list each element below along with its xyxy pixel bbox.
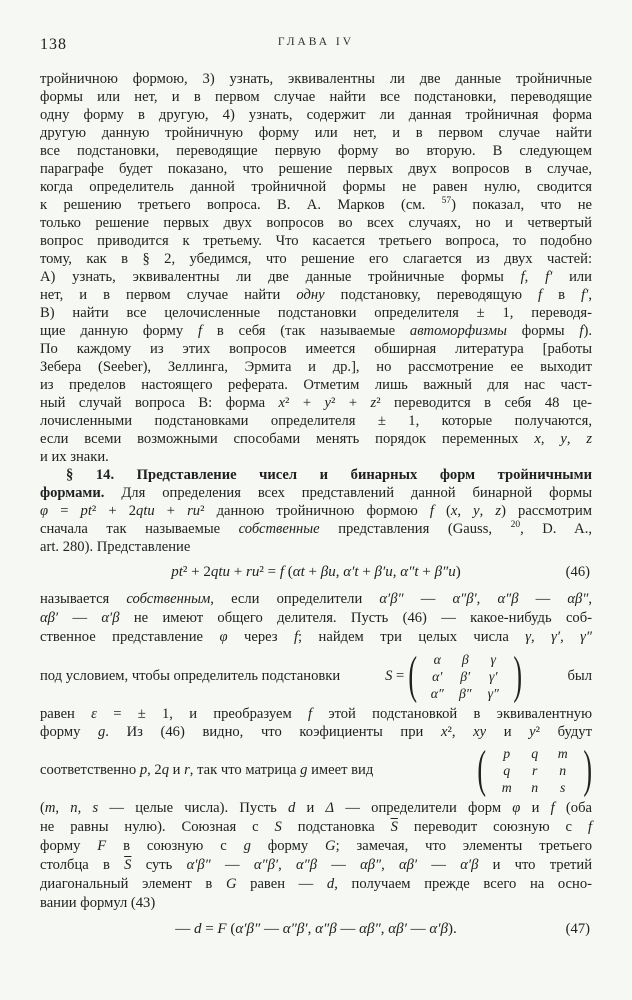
text-line: А) узнать, эквивалентны ли две данные тройничные формы f, f′ или — [40, 269, 592, 285]
matrix-cell: n — [559, 762, 567, 778]
text-line: вании формул (43) — [40, 895, 156, 911]
text-line: щие данную форму f в себя (так называемые автоморфизмы формы f). — [40, 323, 592, 339]
matrix-cell: q — [503, 762, 511, 778]
matrix-cell: α′ — [432, 668, 443, 684]
text-line: (m, n, s — целые числа). Пусть d и Δ — определители форм φ и f (оба — [40, 800, 592, 816]
matrix-rows — [487, 745, 583, 796]
text-line: формами. Для определения всех представлений данной бинарной формы — [40, 485, 592, 501]
text-line: и их знаки. — [40, 449, 109, 465]
text-line: Зебера (Seeber), Зеллинга, Эрмита и др.], но рассмотрение ее выходит — [40, 359, 592, 375]
text-line: другую данную тройничную форму или нет, и в первом случае найти — [40, 125, 592, 141]
right-paren: ) — [513, 647, 523, 704]
text-line: вопрос приводится к третьему. Что касается третьего вопроса, то подобно — [40, 233, 592, 249]
matrix-cell: q — [531, 745, 539, 761]
text-line: не равны нулю). Союзная с S подстановка $\overline{S}$ переводит союзную с f — [40, 819, 592, 835]
equation-number: (47) — [565, 921, 590, 937]
text-line: ственное представление φ через f; найдем три целых числа γ, γ′, γ″ — [40, 629, 593, 645]
matrix-cell: α — [433, 651, 441, 667]
paragraph-4 — [40, 705, 592, 741]
text-line: называется собственным, если определители α′β″ — α″β′, α″β — αβ″, — [40, 591, 593, 607]
matrix-lhs: S = — [385, 667, 405, 684]
text-line: сначала так называемые собственные представления (Gauss, $^{20}$, D. A., — [40, 520, 592, 537]
matrix-g — [477, 741, 592, 798]
matrix-rows — [417, 651, 513, 702]
text-line: По каждому из этих вопросов имеется обширная литература [работы — [40, 341, 592, 357]
equation-46 — [40, 559, 592, 585]
matrix-cell: m — [557, 745, 568, 761]
matrix-cell: β″ — [458, 685, 472, 701]
chapter-title: ГЛАВА IV — [277, 36, 355, 48]
text-line: только решение первых двух вопросов во всех случаях, но и четвертый — [40, 215, 592, 231]
text-line: В) найти все целочисленные подстановки определителя ± 1, переводя- — [40, 305, 592, 321]
text-line: диагональный элемент в G равен — d, получаем прежде всего на осно- — [40, 876, 592, 892]
page-number: 138 — [40, 36, 67, 53]
text-line: формы или нет, и в первом случае найти все подстановки, переводящие — [40, 89, 592, 105]
text-line: все подстановки, переводящие первую форму во вторую. В следующем — [40, 143, 592, 159]
text-line: ный случай вопроса В: форма x² + y² + z² переводится в себя 48 це- — [40, 395, 593, 411]
equation-47 — [40, 916, 592, 942]
matrix-cell: γ″ — [487, 685, 499, 701]
text-line: тройничною формою, 3) узнать, эквивалентны ли две данные тройничные — [40, 71, 592, 87]
matrix-cell: s — [559, 779, 566, 795]
section-heading-line: § 14. Представление чисел и бинарных форм тройничными — [66, 467, 592, 483]
left-paren: ( — [408, 647, 417, 704]
text-segment: соответственно p, 2q и r, так что матрица g имеет вид — [40, 761, 374, 778]
text-block — [40, 36, 592, 947]
text-line: одну форму в другую, 4) узнать, содержит ли данная тройничная форма — [40, 107, 592, 123]
text-line: параграфе будет показано, что решение первых двух вопросов в случае, — [40, 161, 592, 177]
paragraph-5 — [40, 799, 592, 913]
text-line: лочисленными подстановками определителя ± 1, которые получаются, — [40, 413, 592, 429]
matrix-s-line — [40, 647, 592, 705]
text-line: нет, и в первом случае найти одну подстановку, переводящую f в f′, — [40, 287, 592, 303]
formula: pt² + 2qtu + ru² = f (αt + βu, α′t + β′u, α″t + β″u) — [171, 564, 461, 580]
matrix-s — [385, 647, 523, 704]
right-paren: ) — [583, 741, 592, 798]
text-line: φ = pt² + 2qtu + ru² данною тройничною формою f (x, y, z) рассмотрим — [40, 503, 593, 519]
text-line: столбца в $\overline{S}$ суть α′β″ — α″β′, α″β — αβ″, αβ′ — α′β и что третий — [40, 857, 593, 873]
text-line: если всеми возможными способами менять порядок переменных x, y, z — [40, 431, 593, 447]
paragraph-3 — [40, 590, 592, 647]
text-segment: был — [567, 667, 592, 684]
text-line: форму g. Из (46) видно, что коэфициенты при x², xy и y² будут — [40, 724, 592, 740]
text-line: когда определитель данной тройничной формы не равен нулю, сводится — [40, 179, 592, 195]
text-line: к решению третьего вопроса. В. А. Марков (см. $^{57}$) показал, что не — [40, 196, 593, 213]
text-line: αβ′ — α′β не имеют общего делителя. Пусть (46) — какое-нибудь соб- — [40, 610, 593, 626]
matrix-cell: α″ — [430, 685, 444, 701]
matrix-g-line — [40, 741, 592, 799]
matrix-cell: β — [461, 651, 469, 667]
text-line: форму F в союзную с g форму G; замечая, что элементы третьего — [40, 838, 592, 854]
matrix-cell: p — [503, 745, 511, 761]
matrix-cell: n — [531, 779, 539, 795]
text-line: равен ε = ± 1, и преобразуем f этой подстановкой в эквивалентную — [40, 706, 592, 722]
paragraph-section-14 — [40, 466, 592, 556]
matrix-cell: β′ — [460, 668, 471, 684]
left-paren: ( — [477, 741, 487, 798]
text-line: из пределов настоящего реферата. Отметим лишь важный для нас част- — [40, 377, 592, 393]
text-line: art. 280). Представление — [40, 539, 191, 555]
text-segment: под условием, чтобы определитель подстановки — [40, 667, 341, 684]
equation-number: (46) — [565, 564, 590, 580]
page-header — [40, 36, 592, 54]
matrix-cell: m — [501, 779, 512, 795]
matrix-cell: γ — [490, 651, 496, 667]
paragraph-1 — [40, 70, 592, 466]
matrix-cell: r — [531, 762, 538, 778]
formula: — d = F (α′β″ — α″β′, α″β — αβ″, αβ′ — α′β). — [175, 921, 457, 937]
text-line: тому, как в § 2, убедимся, что решение его слагается из двух частей: — [40, 251, 592, 267]
matrix-cell: γ′ — [489, 668, 498, 684]
